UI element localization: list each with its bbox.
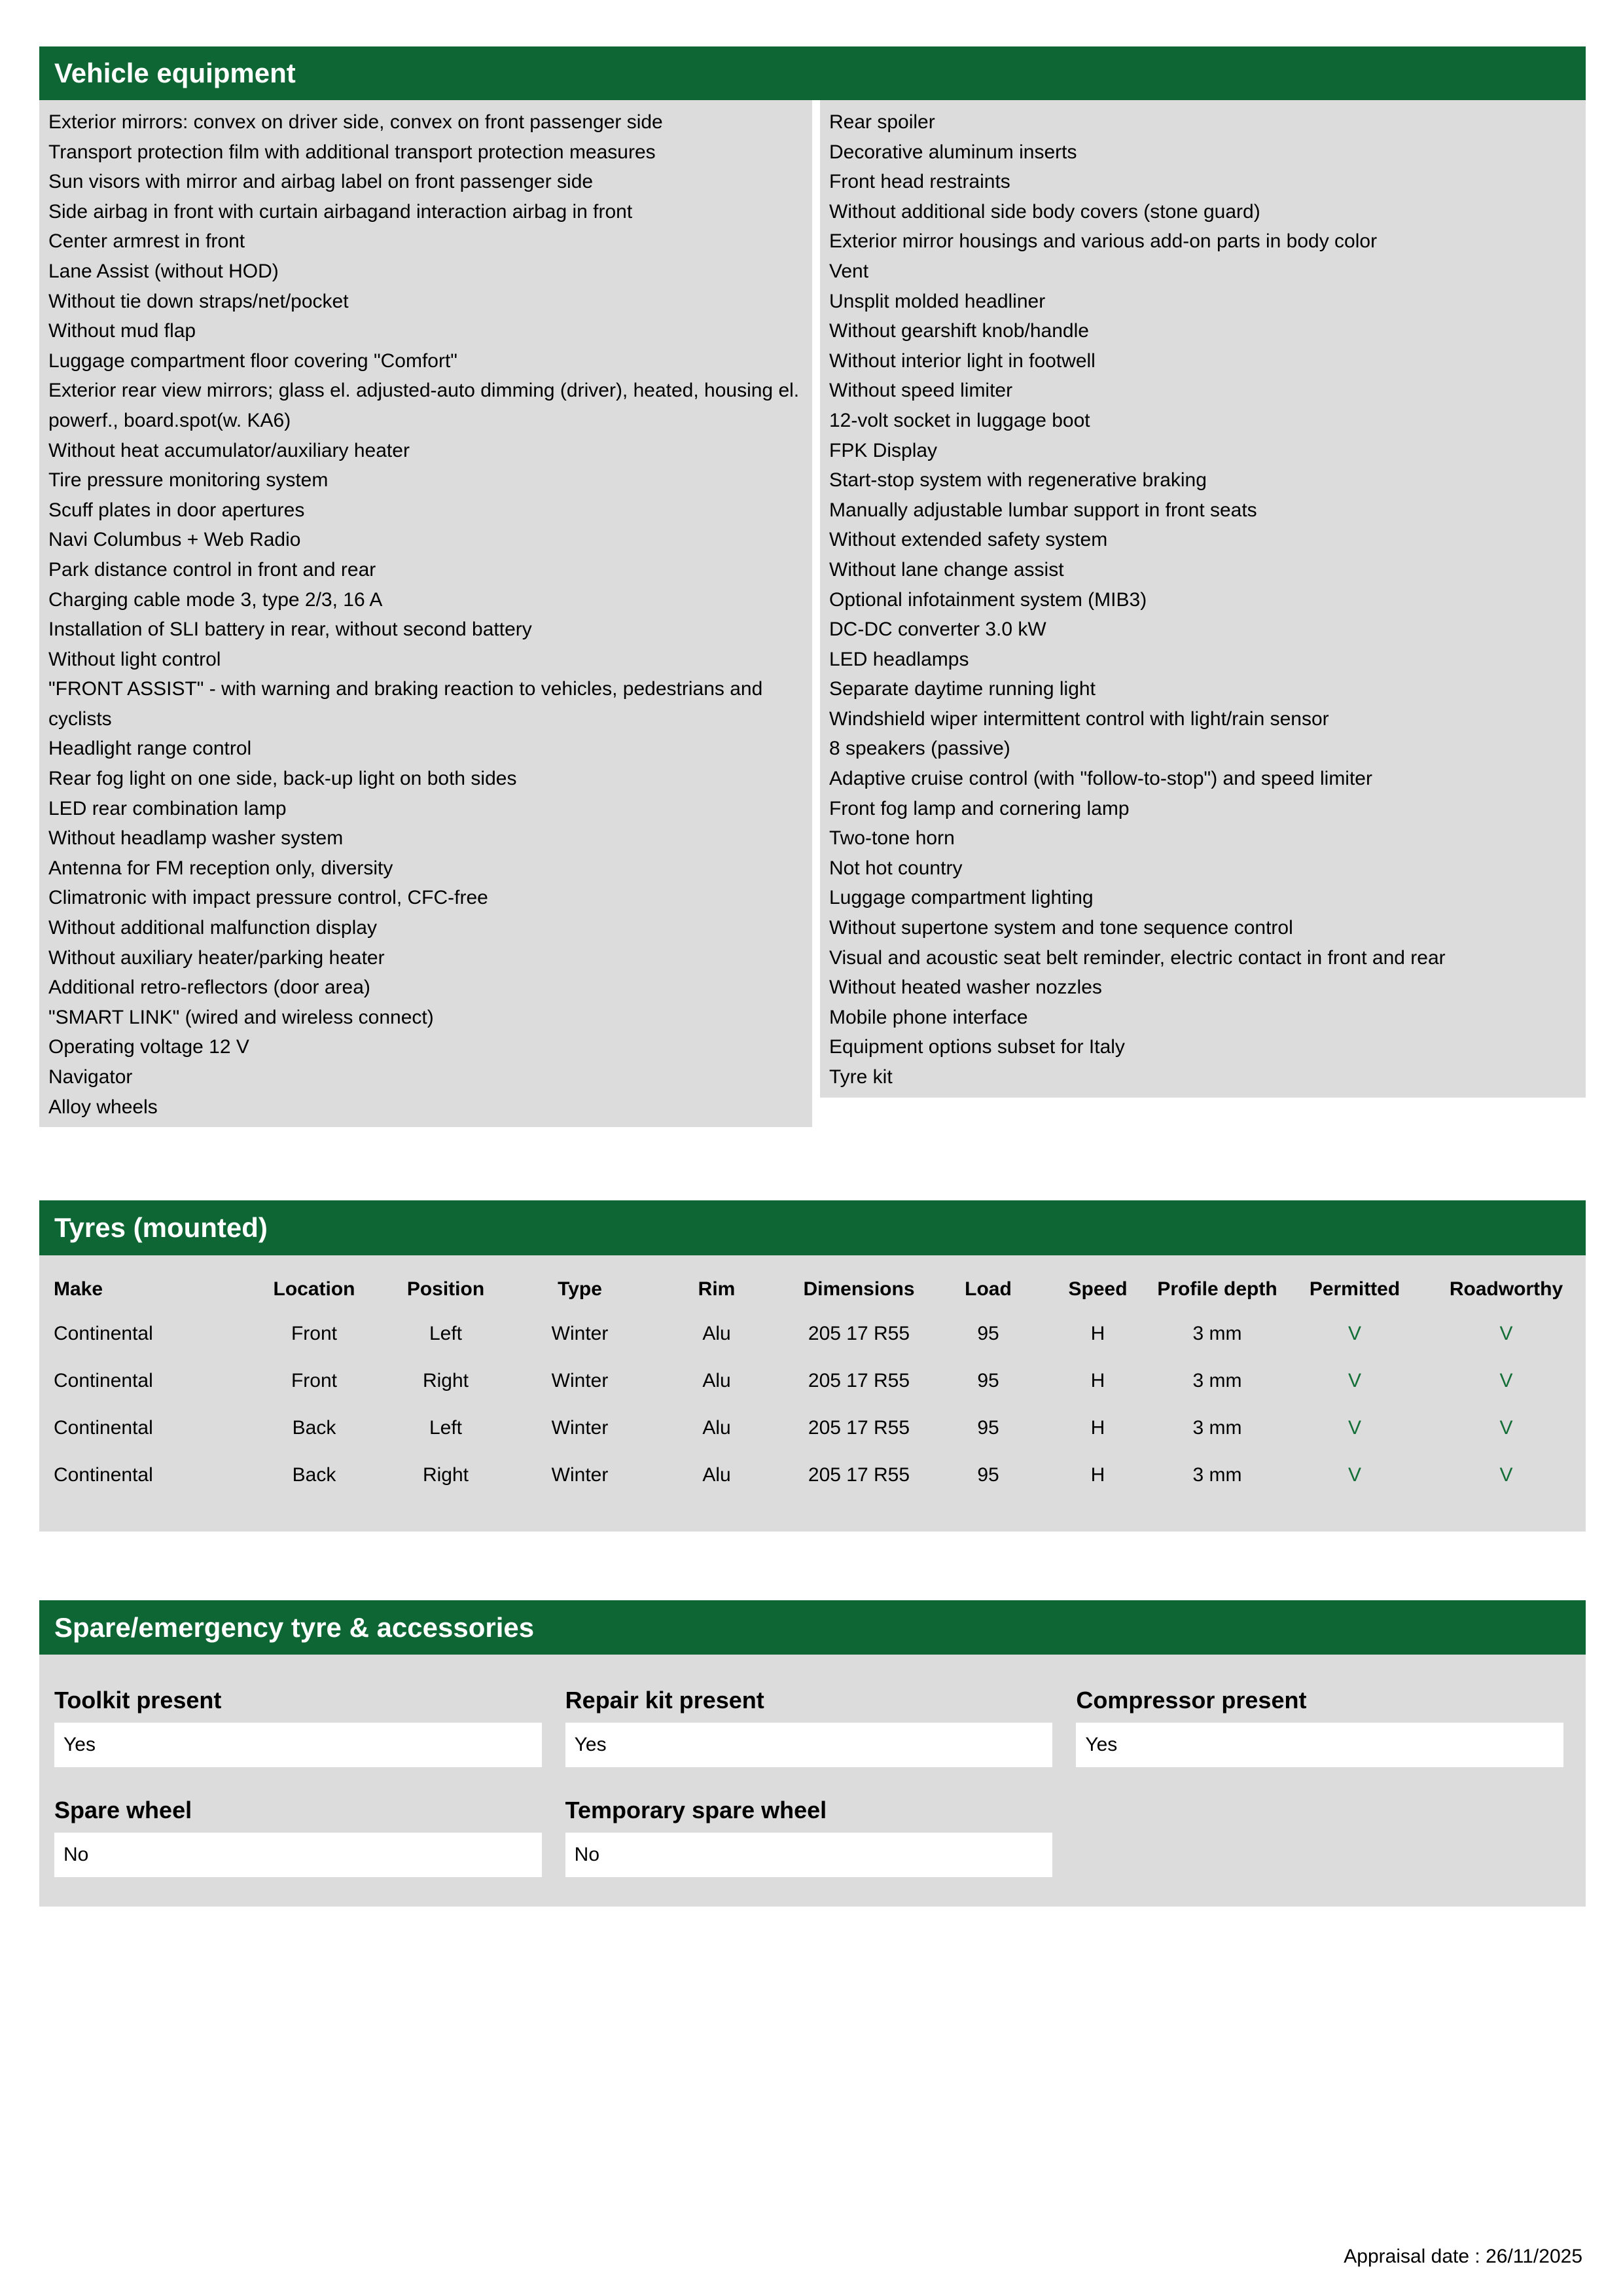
tyre-rim: Alu bbox=[702, 1417, 731, 1439]
tyre-dimensions: 205 17 R55 bbox=[808, 1417, 910, 1439]
equipment-item: Without gearshift knob/handle bbox=[829, 320, 1089, 342]
equipment-item: Unsplit molded headliner bbox=[829, 290, 1046, 312]
tyre-load: 95 bbox=[977, 1417, 999, 1439]
toolkit-present-value: Yes bbox=[54, 1723, 542, 1767]
equipment-item: Navigator bbox=[48, 1066, 133, 1088]
equipment-item: Exterior rear view mirrors; glass el. adjusted-auto dimming (driver), heated, housing el. powerf., board.spot(w. KA6) bbox=[48, 380, 800, 431]
temporary-spare-wheel-value: No bbox=[565, 1833, 1053, 1877]
equipment-item: Antenna for FM reception only, diversity bbox=[48, 857, 393, 879]
tyre-rim: Alu bbox=[702, 1370, 731, 1392]
equipment-item: Alloy wheels bbox=[48, 1096, 158, 1118]
equipment-item: Installation of SLI battery in rear, without second battery bbox=[48, 619, 532, 641]
equipment-item: Manually adjustable lumbar support in front seats bbox=[829, 499, 1257, 521]
roadworthy-check-mark: V bbox=[1499, 1323, 1513, 1345]
appraisal-date: Appraisal date : 26/11/2025 bbox=[1344, 2246, 1582, 2268]
table-row bbox=[39, 1310, 1586, 1357]
equipment-item: Without interior light in footwell bbox=[829, 350, 1096, 372]
tyre-position: Right bbox=[422, 1464, 469, 1486]
equipment-item: "FRONT ASSIST" - with warning and braking reaction to vehicles, pedestrians and cyclists bbox=[48, 678, 763, 730]
tyre-type: Winter bbox=[551, 1370, 609, 1392]
spare-wheel-value: No bbox=[54, 1833, 542, 1877]
col-header-dimensions: Dimensions bbox=[803, 1278, 915, 1300]
col-header-load: Load bbox=[965, 1278, 1012, 1300]
vehicle-equipment-header bbox=[39, 46, 1586, 100]
permitted-check-mark: V bbox=[1347, 1417, 1361, 1439]
tyre-position: Left bbox=[429, 1417, 463, 1439]
equipment-item: Climatronic with impact pressure control, CFC-free bbox=[48, 887, 488, 909]
equipment-item: "SMART LINK" (wired and wireless connect) bbox=[48, 1006, 434, 1028]
temporary-spare-wheel-field bbox=[565, 1797, 1053, 1877]
tyre-make: Continental bbox=[54, 1370, 153, 1392]
equipment-item: Windshield wiper intermittent control with light/rain sensor bbox=[829, 708, 1329, 730]
tyre-location: Front bbox=[291, 1370, 338, 1392]
tyre-make: Continental bbox=[54, 1417, 153, 1439]
equipment-item: FPK Display bbox=[829, 439, 938, 461]
equipment-item: Separate daytime running light bbox=[829, 678, 1096, 700]
equipment-item: Exterior mirrors: convex on driver side, convex on front passenger side bbox=[48, 111, 663, 133]
equipment-item: Tyre kit bbox=[829, 1066, 893, 1088]
equipment-item: Side airbag in front with curtain airbagand interaction airbag in front bbox=[48, 200, 633, 223]
tyre-load: 95 bbox=[977, 1370, 999, 1392]
table-row bbox=[39, 1405, 1586, 1452]
tyre-load: 95 bbox=[977, 1464, 999, 1486]
tyre-dimensions: 205 17 R55 bbox=[808, 1323, 910, 1345]
equipment-item: Two-tone horn bbox=[829, 827, 955, 850]
tyre-location: Back bbox=[292, 1464, 336, 1486]
table-row bbox=[39, 1357, 1586, 1405]
equipment-item: Charging cable mode 3, type 2/3, 16 A bbox=[48, 588, 383, 611]
equipment-item: Rear spoiler bbox=[829, 111, 935, 133]
permitted-check-mark: V bbox=[1347, 1323, 1361, 1345]
col-header-permitted: Permitted bbox=[1309, 1278, 1400, 1300]
equipment-item: Tire pressure monitoring system bbox=[48, 469, 329, 492]
col-header-type: Type bbox=[558, 1278, 602, 1300]
equipment-item: Without extended safety system bbox=[829, 529, 1108, 551]
table-row bbox=[39, 1452, 1586, 1499]
equipment-item: Without speed limiter bbox=[829, 380, 1013, 402]
equipment-item: Front fog lamp and cornering lamp bbox=[829, 797, 1130, 819]
equipment-item: Luggage compartment floor covering "Comfort" bbox=[48, 350, 457, 372]
tyres-header bbox=[39, 1200, 1586, 1255]
equipment-item: Equipment options subset for Italy bbox=[829, 1036, 1125, 1058]
equipment-item: Navi Columbus + Web Radio bbox=[48, 529, 301, 551]
tyre-rim: Alu bbox=[702, 1464, 731, 1486]
spare-accessories-title: Spare/emergency tyre & accessories bbox=[54, 1612, 535, 1643]
equipment-item: 8 speakers (passive) bbox=[829, 738, 1010, 760]
tyre-profile-depth: 3 mm bbox=[1192, 1417, 1242, 1439]
equipment-item: DC-DC converter 3.0 kW bbox=[829, 619, 1046, 641]
col-header-roadworthy: Roadworthy bbox=[1449, 1278, 1563, 1300]
compressor-present-value: Yes bbox=[1076, 1723, 1563, 1767]
equipment-item: Not hot country bbox=[829, 857, 963, 879]
spare-field-row bbox=[54, 1797, 1563, 1877]
repair-kit-present-field bbox=[565, 1687, 1053, 1767]
spare-accessories-header bbox=[39, 1600, 1586, 1655]
tyre-profile-depth: 3 mm bbox=[1192, 1464, 1242, 1486]
spare-accessories-section bbox=[39, 1655, 1586, 1907]
tyre-profile-depth: 3 mm bbox=[1192, 1370, 1242, 1392]
equipment-item: Without lane change assist bbox=[829, 558, 1064, 581]
tyre-type: Winter bbox=[551, 1323, 609, 1345]
tyre-type: Winter bbox=[551, 1417, 609, 1439]
roadworthy-check-mark: V bbox=[1499, 1417, 1513, 1439]
equipment-item: Without heat accumulator/auxiliary heater bbox=[48, 439, 410, 461]
tyre-rim: Alu bbox=[702, 1323, 731, 1345]
equipment-item: Lane Assist (without HOD) bbox=[48, 260, 279, 282]
equipment-item: Decorative aluminum inserts bbox=[829, 141, 1077, 163]
repair-kit-present-value: Yes bbox=[565, 1723, 1053, 1767]
tyres-title: Tyres (mounted) bbox=[54, 1212, 268, 1244]
col-header-speed: Speed bbox=[1068, 1278, 1128, 1300]
equipment-item: Without heated washer nozzles bbox=[829, 977, 1102, 999]
spare-wheel-field bbox=[54, 1797, 542, 1877]
temporary-spare-wheel-label: Temporary spare wheel bbox=[565, 1797, 827, 1824]
tyre-location: Back bbox=[292, 1417, 336, 1439]
compressor-present-label: Compressor present bbox=[1076, 1687, 1307, 1714]
equipment-item: Operating voltage 12 V bbox=[48, 1036, 249, 1058]
equipment-item: Exterior mirror housings and various add-on parts in body color bbox=[829, 230, 1378, 253]
tyres-table bbox=[39, 1268, 1586, 1499]
tyre-position: Right bbox=[422, 1370, 469, 1392]
equipment-item: Luggage compartment lighting bbox=[829, 887, 1094, 909]
tyre-speed: H bbox=[1090, 1323, 1105, 1345]
equipment-item: 12-volt socket in luggage boot bbox=[829, 409, 1090, 431]
equipment-item: Without tie down straps/net/pocket bbox=[48, 290, 349, 312]
equipment-item: Without headlamp washer system bbox=[48, 827, 344, 850]
equipment-item: Without mud flap bbox=[48, 320, 196, 342]
tyre-speed: H bbox=[1090, 1417, 1105, 1439]
equipment-item: Without light control bbox=[48, 648, 221, 670]
equipment-item: Start-stop system with regenerative braking bbox=[829, 469, 1207, 492]
spare-wheel-label: Spare wheel bbox=[54, 1797, 192, 1824]
vehicle-equipment-lists bbox=[39, 100, 1586, 1127]
equipment-item: Adaptive cruise control (with "follow-to-stop") and speed limiter bbox=[829, 768, 1372, 790]
tyre-position: Left bbox=[429, 1323, 463, 1345]
tyre-speed: H bbox=[1090, 1464, 1105, 1486]
tyre-dimensions: 205 17 R55 bbox=[808, 1370, 910, 1392]
col-header-rim: Rim bbox=[698, 1278, 736, 1300]
col-header-location: Location bbox=[273, 1278, 355, 1300]
tyre-dimensions: 205 17 R55 bbox=[808, 1464, 910, 1486]
repair-kit-present-label: Repair kit present bbox=[565, 1687, 764, 1714]
tyres-table-section bbox=[39, 1255, 1586, 1532]
equipment-item: Rear fog light on one side, back-up light on both sides bbox=[48, 768, 517, 790]
equipment-item: Mobile phone interface bbox=[829, 1006, 1028, 1028]
equipment-item: Vent bbox=[829, 260, 869, 282]
roadworthy-check-mark: V bbox=[1499, 1370, 1513, 1392]
tyre-make: Continental bbox=[54, 1464, 153, 1486]
equipment-item: Visual and acoustic seat belt reminder, electric contact in front and rear bbox=[829, 946, 1446, 969]
tyre-speed: H bbox=[1090, 1370, 1105, 1392]
equipment-item: LED rear combination lamp bbox=[48, 797, 287, 819]
equipment-item: Front head restraints bbox=[829, 171, 1010, 193]
tyre-profile-depth: 3 mm bbox=[1192, 1323, 1242, 1345]
equipment-item: Without additional side body covers (stone guard) bbox=[829, 200, 1260, 223]
roadworthy-check-mark: V bbox=[1499, 1464, 1513, 1486]
equipment-item: Without supertone system and tone sequence control bbox=[829, 917, 1293, 939]
tyre-location: Front bbox=[291, 1323, 338, 1345]
toolkit-present-label: Toolkit present bbox=[54, 1687, 222, 1714]
equipment-item: Additional retro-reflectors (door area) bbox=[48, 977, 370, 999]
toolkit-present-field bbox=[54, 1687, 542, 1767]
tyres-header-row bbox=[39, 1268, 1586, 1310]
equipment-item: Park distance control in front and rear bbox=[48, 558, 376, 581]
compressor-present-field bbox=[1076, 1687, 1563, 1767]
equipment-item: Sun visors with mirror and airbag label on front passenger side bbox=[48, 171, 594, 193]
equipment-item: Transport protection film with additional transport protection measures bbox=[48, 141, 656, 163]
vehicle-equipment-title: Vehicle equipment bbox=[54, 58, 296, 88]
equipment-item: LED headlamps bbox=[829, 648, 969, 670]
col-header-profile-depth: Profile depth bbox=[1157, 1278, 1277, 1300]
tyre-load: 95 bbox=[977, 1323, 999, 1345]
equipment-item: Without additional malfunction display bbox=[48, 917, 377, 939]
tyre-type: Winter bbox=[551, 1464, 609, 1486]
tyre-make: Continental bbox=[54, 1323, 153, 1345]
col-header-position: Position bbox=[406, 1278, 485, 1300]
equipment-item: Headlight range control bbox=[48, 738, 252, 760]
equipment-item: Scuff plates in door apertures bbox=[48, 499, 305, 521]
equipment-item: Center armrest in front bbox=[48, 230, 245, 253]
spare-field-row bbox=[54, 1687, 1563, 1767]
equipment-item: Without auxiliary heater/parking heater bbox=[48, 946, 385, 969]
permitted-check-mark: V bbox=[1347, 1370, 1361, 1392]
equipment-item: Optional infotainment system (MIB3) bbox=[829, 588, 1147, 611]
equipment-column-right bbox=[820, 100, 1586, 1098]
col-header-make: Make bbox=[54, 1278, 103, 1300]
permitted-check-mark: V bbox=[1347, 1464, 1361, 1486]
equipment-column-left bbox=[39, 100, 812, 1127]
